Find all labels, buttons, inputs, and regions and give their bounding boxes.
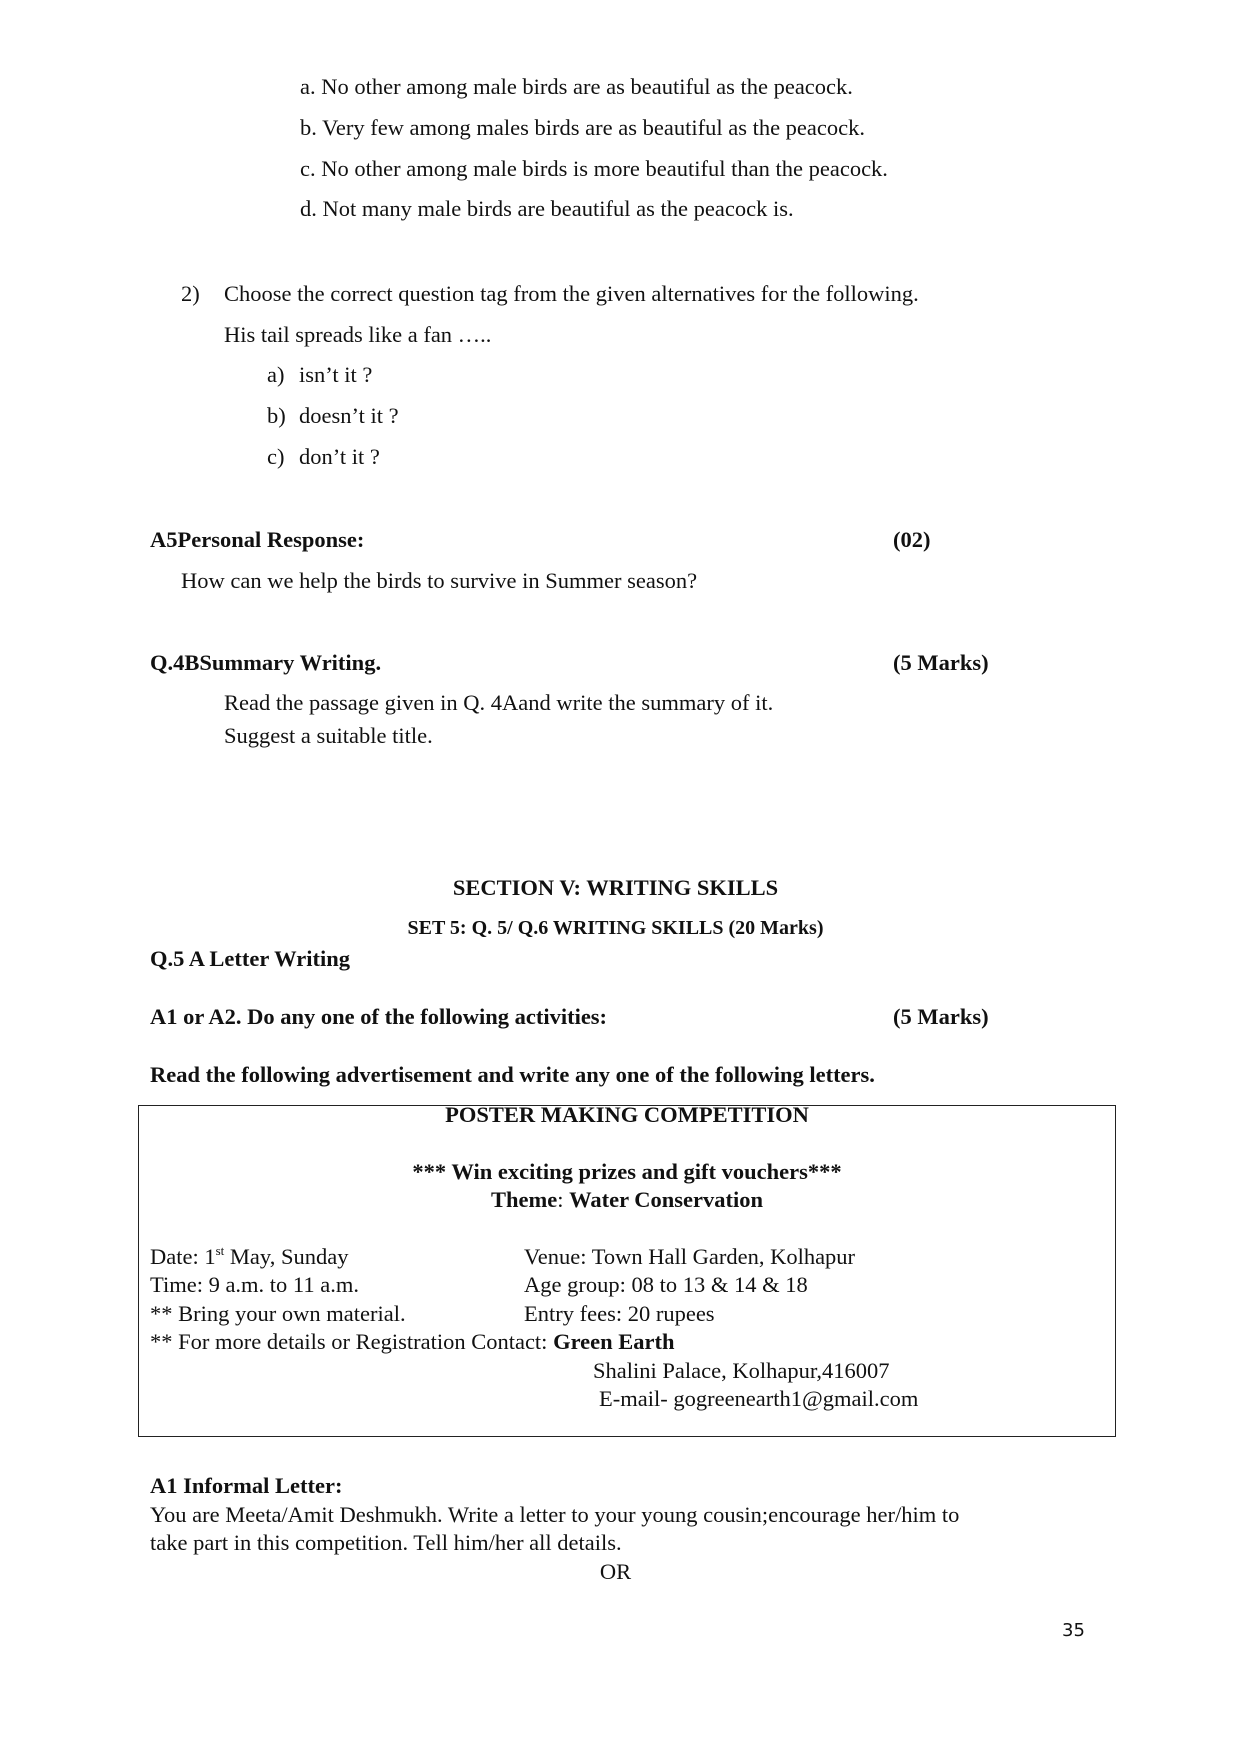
q5-heading: Q.5 A Letter Writing — [150, 946, 350, 971]
q4b-line1: Read the passage given in Q. 4Aand write the summary of it. — [224, 690, 774, 715]
a1-line2: take part in this competition. Tell him/her all details. — [150, 1530, 622, 1555]
q2-option-b-text: doesn’t it ? — [299, 403, 399, 428]
poster-tagline: *** Win exciting prizes and gift vouchers*** — [412, 1159, 842, 1184]
q4b-heading: Q.4BSummary Writing. — [150, 650, 382, 675]
section-subtitle: SET 5: Q. 5/ Q.6 WRITING SKILLS (20 Marks) — [407, 917, 824, 939]
a1-heading: A1 Informal Letter: — [150, 1473, 343, 1498]
q2-option-a-label: a) — [267, 362, 285, 387]
q5-activity: A1 or A2. Do any one of the following activities: — [150, 1004, 608, 1029]
poster-venue: Venue: Town Hall Garden, Kolhapur — [524, 1244, 856, 1269]
poster-material: ** Bring your own material. — [150, 1301, 406, 1326]
poster-time: Time: 9 a.m. to 11 a.m. — [150, 1272, 359, 1297]
or-separator: OR — [599, 1559, 632, 1584]
poster-theme-value: Water Conservation — [569, 1187, 764, 1212]
poster-contact-label: ** For more details or Registration Contact: — [150, 1329, 554, 1354]
poster-date-sup: st — [215, 1243, 225, 1258]
a5-question: How can we help the birds to survive in Summer season? — [181, 568, 698, 593]
poster-entry-fees: Entry fees: 20 rupees — [524, 1301, 715, 1326]
a5-heading: A5Personal Response: — [150, 527, 365, 552]
q2-number: 2) — [181, 281, 200, 306]
q2-option-b-label: b) — [267, 403, 286, 428]
poster-address: Shalini Palace, Kolhapur,416007 — [593, 1358, 890, 1383]
q2-option-a-text: isn’t it ? — [299, 362, 373, 387]
q4b-marks: (5 Marks) — [893, 650, 989, 675]
poster-theme — [138, 1189, 1116, 1212]
section-title: SECTION V: WRITING SKILLS — [452, 875, 779, 900]
q1-option-a: a. No other among male birds are as beautiful as the peacock. — [300, 74, 853, 99]
q2-option-c-text: don’t it ? — [299, 444, 380, 469]
q4b-line2: Suggest a suitable title. — [224, 723, 433, 748]
q5-instruction: Read the following advertisement and write any one of the following letters. — [150, 1062, 875, 1087]
a1-line1: You are Meeta/Amit Deshmukh. Write a letter to your young cousin;encourage her/him to — [150, 1502, 960, 1527]
q2-option-c-label: c) — [267, 444, 285, 469]
poster-date-prefix: Date: 1 — [150, 1244, 216, 1269]
poster-contact — [150, 1331, 675, 1354]
poster-title: POSTER MAKING COMPETITION — [445, 1102, 809, 1127]
q2-prompt: Choose the correct question tag from the given alternatives for the following. — [224, 281, 919, 306]
poster-email: E-mail- gogreenearth1@gmail.com — [599, 1386, 919, 1411]
q1-option-b: b. Very few among males birds are as beautiful as the peacock. — [300, 115, 866, 140]
page-number: 35 — [1062, 1620, 1085, 1641]
q1-option-d: d. Not many male birds are beautiful as the peacock is. — [300, 196, 794, 221]
poster-date — [150, 1243, 349, 1269]
poster-date-rest: May, Sunday — [224, 1244, 349, 1269]
a5-marks: (02) — [893, 527, 931, 552]
q5-marks: (5 Marks) — [893, 1004, 989, 1029]
poster-theme-label: Theme — [490, 1187, 558, 1212]
q1-option-c: c. No other among male birds is more beautiful than the peacock. — [300, 156, 888, 181]
q2-sentence: His tail spreads like a fan ….. — [224, 322, 492, 347]
poster-age-group: Age group: 08 to 13 & 14 & 18 — [524, 1272, 808, 1297]
poster-contact-org: Green Earth — [553, 1329, 675, 1354]
poster-theme-sep: : — [557, 1187, 570, 1212]
